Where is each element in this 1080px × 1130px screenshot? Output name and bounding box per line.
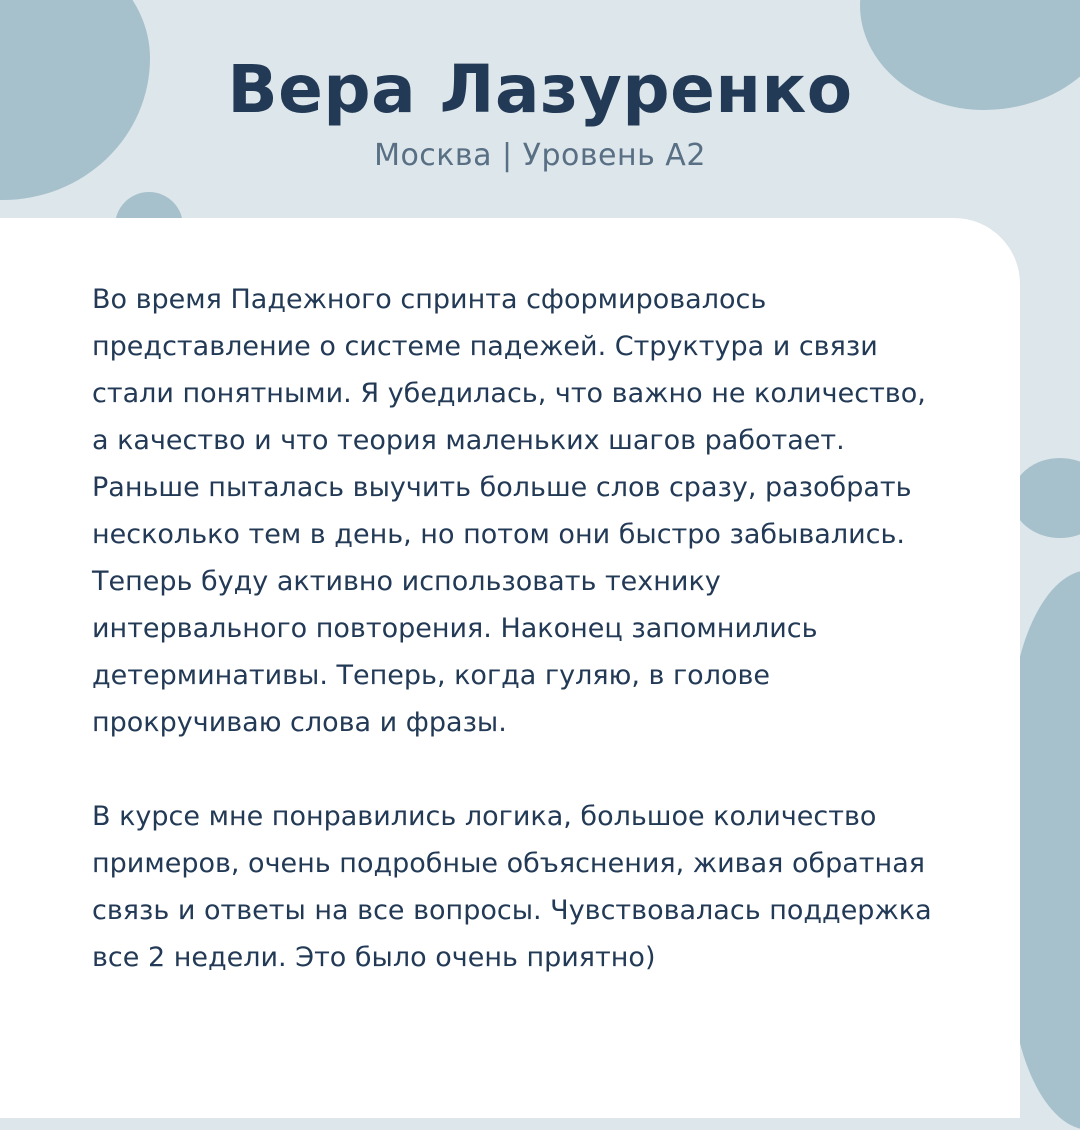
header (0, 0, 1080, 174)
reviewer-name: Вера Лазуренко (227, 51, 853, 128)
decorative-circle-right (1012, 458, 1080, 538)
review-paragraph-1: Во время Падежного спринта сформировалось представление о системе падежей. Структура и связи стали понятными. Я убедилась, что важно не количество, а качество и что теория маленьких шагов работает. Раньше пыталась выучить больше слов сразу, разобрать несколько тем в день, но потом они быстро забывались. Теперь буду активно использовать технику интервального повторения. Наконец запомнились детерминативы. Теперь, когда гуляю, в голове прокручиваю слова и фразы. (92, 284, 926, 738)
review-text (92, 276, 932, 1028)
review-paragraph-2: В курсе мне понравились логика, большое количество примеров, очень подробные объяснения, живая обратная связь и ответы на все вопросы. Чувствовалась поддержка все 2 недели. Это было очень приятно) (92, 801, 932, 973)
reviewer-location-level: Москва | Уровень А2 (374, 138, 706, 173)
decorative-blob-bottom-right (1010, 570, 1080, 1130)
